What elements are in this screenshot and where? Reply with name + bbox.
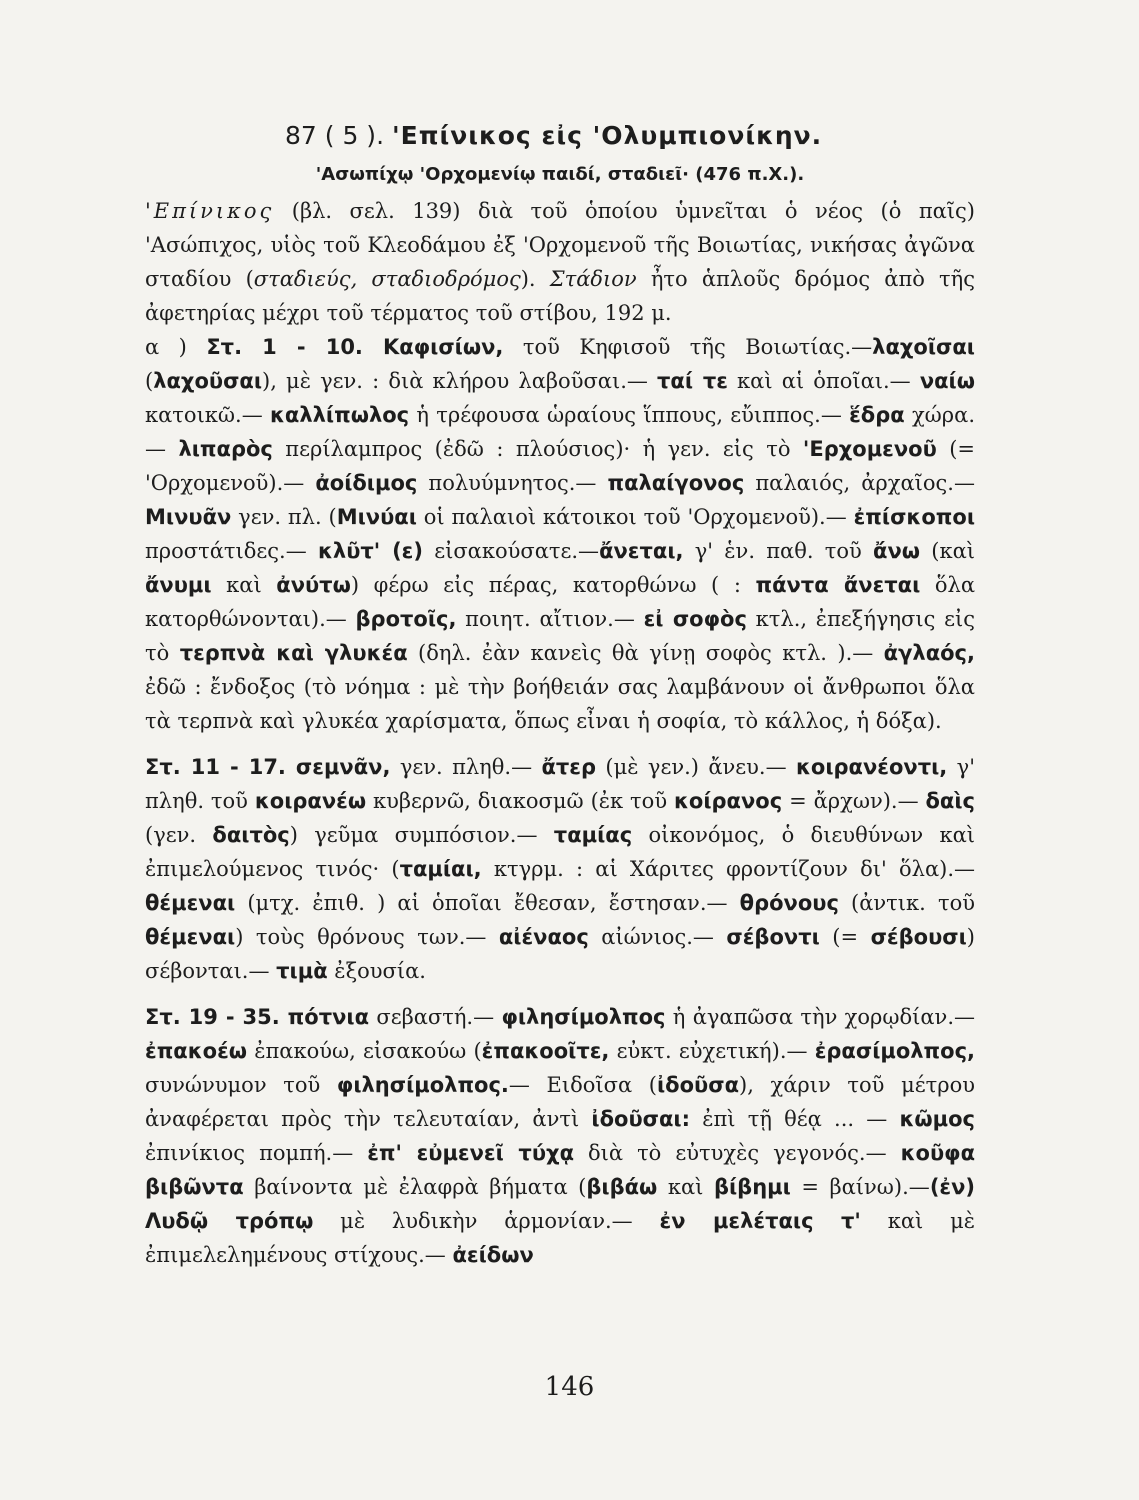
poem-number: 87 ( 5 ). bbox=[285, 121, 385, 150]
gloss-text: καὶ bbox=[211, 573, 277, 597]
spaced-term: 'Επίνικος bbox=[145, 199, 275, 223]
lemma-term: κοίρανος bbox=[674, 789, 783, 813]
poem-heading bbox=[285, 120, 975, 152]
gloss-text: γ' πληθ. τοῦ bbox=[145, 755, 975, 813]
lemma-term: (ἐν) Λυδῷ τρόπῳ bbox=[145, 1175, 976, 1233]
gloss-text: αἰώνιος.— bbox=[588, 925, 727, 949]
section-c-paragraph bbox=[145, 1000, 975, 1272]
lemma-term: κοιρανέω bbox=[254, 789, 367, 813]
lemma-term: ἐπακοέω bbox=[145, 1039, 248, 1063]
gloss-text: (γεν. bbox=[145, 823, 213, 847]
lemma-term: Στ. 11 - 17. σεμνᾶν, bbox=[145, 755, 391, 779]
gloss-text: γεν. πληθ.— bbox=[390, 755, 542, 779]
gloss-text: ἐξουσία. bbox=[327, 959, 426, 983]
lemma-term: ἀγλαός, bbox=[883, 641, 975, 665]
lemma-term: φιλησίμολπος bbox=[501, 1005, 666, 1029]
lemma-term: παλαίγονος bbox=[607, 471, 745, 495]
lemma-term: λαχοῖσαι bbox=[872, 335, 975, 359]
lemma-term: ἰδοῦσαι: bbox=[591, 1107, 691, 1131]
lemma-term: δαιτὸς bbox=[212, 823, 290, 847]
lemma-term: ἄνω bbox=[873, 539, 921, 563]
lemma-term: πάντα ἄνεται bbox=[755, 573, 921, 597]
lemma-term: ἀοίδιμος bbox=[315, 471, 418, 495]
gloss-text: ) γεῦμα συμπόσιον.— bbox=[289, 823, 554, 847]
gloss-text: (μὲ γεν.) ἄνευ.— bbox=[596, 755, 796, 779]
lemma-term: κλῦτ' (ε) bbox=[317, 539, 423, 563]
gloss-text: κυβερνῶ, διακοσμῶ (ἐκ τοῦ bbox=[366, 789, 674, 813]
gloss-text: = ἄρχων).— bbox=[782, 789, 926, 813]
lemma-term: ταί τε bbox=[657, 369, 728, 393]
gloss-text: κατοικῶ.— bbox=[145, 403, 270, 427]
lemma-term: λαχοῦσαι bbox=[153, 369, 263, 393]
lemma-term: Στ. 19 - 35. πότνια bbox=[145, 1005, 370, 1029]
lemma-term: βιβάω bbox=[586, 1175, 658, 1199]
gloss-text: διὰ τὸ εὐτυχὲς γεγονός.— bbox=[574, 1141, 901, 1165]
gloss-text: καὶ αἱ ὁποῖαι.— bbox=[727, 369, 920, 393]
gloss-text: ἐπὶ τῇ θέᾳ ... — bbox=[690, 1107, 900, 1131]
gloss-text: (= bbox=[819, 925, 871, 949]
poem-title: 'Επίνικος εἰς 'Ολυμπιονίκην. bbox=[391, 121, 823, 150]
italic-term: Στάδιον bbox=[549, 267, 637, 291]
gloss-text: κτλ., ἐπεξήγησις εἰς τὸ bbox=[145, 607, 975, 665]
lemma-term: ἕδρα bbox=[849, 403, 905, 427]
gloss-text: (βλ. σελ. 139) διὰ τοῦ ὁποίου ὑμνεῖται ὁ νέος (ὁ παῖς) 'Ασώπιχος, υἱὸς τοῦ Κλεοδάμου ἐξ 'Ορχομενοῦ τῆς Βοιωτίας, νικήσας ἀγῶνα σταδίου ( bbox=[145, 199, 975, 291]
gloss-text: ἐδῶ : ἔνδοξος (τὸ νόημα : μὲ τὴν βοήθειάν σας λαμβάνουν οἱ ἄνθρωποι ὅλα τὰ τερπνὰ καὶ γλυκέα χαρίσματα, ὅπως εἶναι ἡ σοφία, τὸ κάλλος, ἡ δόξα). bbox=[145, 675, 975, 733]
lemma-term: Μινυᾶν bbox=[145, 505, 232, 529]
gloss-text: (= 'Ορχομενοῦ).— bbox=[145, 437, 975, 495]
lemma-term: βροτοῖς, bbox=[355, 607, 457, 631]
gloss-text: ) σέβονται.— bbox=[145, 925, 975, 983]
gloss-text: ), μὲ γεν. : διὰ κλήρου λαβοῦσαι.— bbox=[262, 369, 658, 393]
lemma-term: ἀείδων bbox=[452, 1243, 534, 1267]
gloss-text: περίλαμπρος (ἐδῶ : πλούσιος)· ἡ γεν. εἰς τὸ bbox=[272, 437, 803, 461]
gloss-text: μὲ λυδικὴν ἁρμονίαν.— bbox=[313, 1209, 660, 1233]
gloss-text: ποιητ. αἴτιον.— bbox=[456, 607, 644, 631]
gloss-text: κτγρμ. : αἱ Χάριτες φροντίζουν δι' ὅλα).— bbox=[481, 857, 976, 881]
gloss-text: ). bbox=[520, 267, 550, 291]
gloss-text: χώρα.— bbox=[145, 403, 976, 461]
gloss-text: — Ειδοῖσα ( bbox=[508, 1073, 657, 1097]
gloss-text: παλαιός, ἀρχαῖος.— bbox=[744, 471, 975, 495]
gloss-text: συνώνυμον τοῦ bbox=[145, 1073, 337, 1097]
gloss-text: προστάτιδες.— bbox=[145, 539, 318, 563]
lemma-term: ἄνυμι bbox=[145, 573, 212, 597]
gloss-text: εὐκτ. εὐχετική).— bbox=[609, 1039, 815, 1063]
lemma-term: ἐρασίμολπος, bbox=[814, 1039, 976, 1063]
gloss-text: πολυύμνητος.— bbox=[417, 471, 608, 495]
lemma-term: δαὶς bbox=[925, 789, 975, 813]
lemma-term: ἐν μελέταις τ' bbox=[659, 1209, 861, 1233]
section-b-paragraph bbox=[145, 750, 975, 988]
lemma-term: κοιρανέοντι, bbox=[796, 755, 948, 779]
gloss-text: ἡ ἀγαπῶσα τὴν χορῳδίαν.— bbox=[665, 1005, 975, 1029]
lemma-term: κῶμος bbox=[899, 1107, 975, 1131]
gloss-text: = βαίνω).— bbox=[790, 1175, 930, 1199]
gloss-text: βαίνοντα μὲ ἐλαφρὰ βήματα ( bbox=[243, 1175, 587, 1199]
page-body bbox=[145, 120, 975, 1272]
lemma-term: λιπαρὸς bbox=[178, 437, 273, 461]
gloss-text: σεβαστή.— bbox=[369, 1005, 502, 1029]
gloss-text: γ' ἑν. παθ. τοῦ bbox=[683, 539, 874, 563]
page-number: 146 bbox=[544, 1372, 595, 1402]
lemma-term: σέβοντι bbox=[726, 925, 820, 949]
section-a-paragraph bbox=[145, 330, 975, 738]
gloss-text: καὶ μὲ ἐπιμελελημένους στίχους.— bbox=[145, 1209, 976, 1267]
gloss-text: (μτχ. ἐπιθ. ) αἱ ὁποῖαι ἔθεσαν, ἔστησαν.— bbox=[235, 891, 740, 915]
gloss-text: ), χάριν τοῦ μέτρου ἀναφέρεται πρὸς τὴν τελευταίαν, ἀντὶ bbox=[145, 1073, 975, 1131]
lemma-term: σέβουσι bbox=[870, 925, 967, 949]
lemma-term: θέμεναι bbox=[145, 891, 236, 915]
lemma-term: ἰδοῦσα bbox=[657, 1073, 740, 1097]
gloss-text: γεν. πλ. ( bbox=[231, 505, 337, 529]
lemma-term: ταμίας bbox=[553, 823, 633, 847]
gloss-text: (καὶ bbox=[920, 539, 975, 563]
gloss-text: (ἀντικ. τοῦ bbox=[838, 891, 975, 915]
gloss-text: ( bbox=[145, 369, 154, 393]
lemma-term: καλλίπωλος bbox=[270, 403, 410, 427]
gloss-text: ἡ τρέφουσα ὡραίους ἵππους, εὔιππος.— bbox=[409, 403, 850, 427]
lemma-term: ἄνεται, bbox=[599, 539, 684, 563]
lemma-term: φιλησίμολπος. bbox=[336, 1073, 509, 1097]
lemma-term: βίβημι bbox=[713, 1175, 791, 1199]
gloss-text: εἰσακούσατε.— bbox=[422, 539, 600, 563]
lemma-term: Μινύαι bbox=[336, 505, 417, 529]
poem-subheading: 'Ασωπίχῳ 'Ορχομενίῳ παιδί, σταδιεῖ· (476 π.Χ.). bbox=[315, 164, 805, 185]
lemma-term: ναίω bbox=[919, 369, 975, 393]
lemma-term: θρόνους bbox=[739, 891, 839, 915]
gloss-text: (δηλ. ἐὰν κανεὶς θὰ γίνῃ σοφὸς κτλ. ).— bbox=[407, 641, 884, 665]
lemma-term: εἰ σοφὸς bbox=[643, 607, 747, 631]
gloss-text: ἐπακούω, εἰσακούω ( bbox=[247, 1039, 482, 1063]
lemma-term: ἐπακοοῖτε, bbox=[481, 1039, 610, 1063]
italic-term: σταδιεύς, σταδιοδρόμος bbox=[253, 267, 521, 291]
gloss-text: ) τοὺς θρόνους των.— bbox=[235, 925, 499, 949]
lemma-term: ἐπίσκοποι bbox=[853, 505, 975, 529]
gloss-text: α ) bbox=[145, 335, 207, 359]
lemma-term: ἄτερ bbox=[541, 755, 597, 779]
lemma-term: θέμεναι bbox=[145, 925, 236, 949]
lemma-term: τερπνὰ καὶ γλυκέα bbox=[179, 641, 408, 665]
lemma-term: Στ. 1 - 10. Καφισίων, bbox=[206, 335, 504, 359]
lemma-term: τιμὰ bbox=[276, 959, 328, 983]
gloss-text: τοῦ Κηφισοῦ τῆς Βοιωτίας.— bbox=[503, 335, 873, 359]
lemma-term: ταμίαι, bbox=[399, 857, 482, 881]
intro-paragraph bbox=[145, 194, 975, 330]
gloss-text: ἦτο ἁπλοῦς δρόμος ἀπὸ τῆς ἀφετηρίας μέχρι τοῦ τέρματος τοῦ στίβου, 192 μ. bbox=[145, 267, 975, 325]
gloss-text: ἐπινίκιος πομπή.— bbox=[145, 1141, 368, 1165]
gloss-text: οἱ παλαιοὶ κάτοικοι τοῦ 'Ορχομενοῦ).— bbox=[416, 505, 854, 529]
gloss-text: καὶ bbox=[657, 1175, 714, 1199]
lemma-term: κοῦφα βιβῶντα bbox=[145, 1141, 975, 1199]
gloss-text: ὅλα κατορθώνονται).— bbox=[145, 573, 976, 631]
gloss-text: οἰκονόμος, ὁ διευθύνων καὶ ἐπιμελούμενος τινός· ( bbox=[145, 823, 976, 881]
lemma-term: ἀνύτω bbox=[276, 573, 351, 597]
lemma-term: ἐπ' εὐμενεῖ τύχᾳ bbox=[367, 1141, 574, 1165]
gloss-text: ) φέρω εἰς πέρας, κατορθώνω ( : bbox=[350, 573, 756, 597]
lemma-term: αἰέναος bbox=[498, 925, 589, 949]
lemma-term: 'Ερχομενοῦ bbox=[802, 437, 937, 461]
